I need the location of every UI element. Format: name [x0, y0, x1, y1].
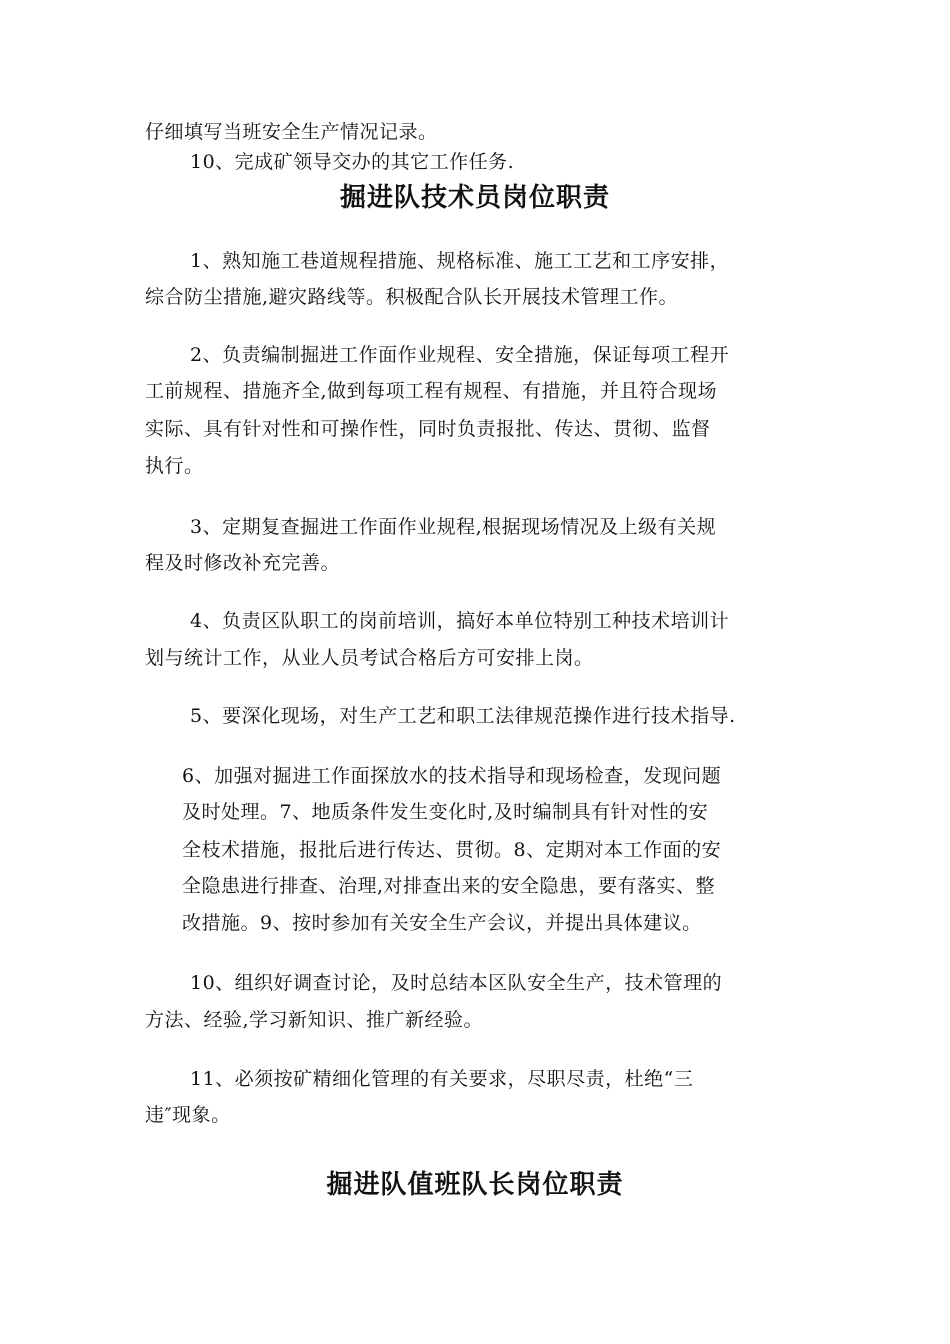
paragraph-line: 工前规程、措施齐全,做到每项工程有规程、有措施，并且符合现场 [145, 380, 718, 402]
paragraph-line: 5、要深化现场，对生产工艺和职工法律规范操作进行技术指导. [190, 705, 736, 727]
paragraph-line: 违″现象。 [145, 1104, 231, 1126]
paragraph-line: 11、必须按矿精细化管理的有关要求，尽职尽责，杜绝“三 [190, 1068, 694, 1090]
paragraph-line: 实际、具有针对性和可操作性，同时负责报批、传达、贯彻、监督 [145, 418, 711, 440]
paragraph-line: 综合防尘措施,避灾路线等。积极配合队长开展技术管理工作。 [145, 286, 679, 308]
paragraph-line: 改措施。9、按时参加有关安全生产会议，并提出具体建议。 [182, 912, 702, 934]
paragraph-line: 4、负责区队职工的岗前培训，搞好本单位特别工种技术培训计 [190, 610, 730, 632]
paragraph-line: 方法、经验,学习新知识、推广新经验。 [145, 1009, 484, 1031]
paragraph-line: 3、定期复查掘进工作面作业规程,根据现场情况及上级有关规 [190, 516, 717, 538]
text-line: 10、完成矿领导交办的其它工作任务. [190, 151, 515, 173]
section-title-technician: 掘进队技术员岗位职责 [339, 183, 610, 213]
paragraph-line: 及时处理。7、地质条件发生变化时,及时编制具有针对性的安 [182, 801, 709, 823]
text-line: 仔细填写当班安全生产情况记录。 [145, 121, 438, 143]
paragraph-line: 程及时修改补充完善。 [145, 552, 341, 574]
paragraph-line: 2、负责编制掘进工作面作业规程、安全措施，保证每项工程开 [190, 344, 730, 366]
paragraph-line: 执行。 [145, 455, 204, 477]
paragraph-line: 1、熟知施工巷道规程措施、规格标准、施工工艺和工序安排， [190, 250, 730, 272]
section-title-duty-leader: 掘进队值班队长岗位职责 [326, 1170, 624, 1200]
paragraph-line: 6、加强对掘进工作面探放水的技术指导和现场检查，发现问题 [182, 765, 722, 787]
paragraph-line: 划与统计工作，从业人员考试合格后方可安排上岗。 [145, 647, 594, 669]
paragraph-line: 10、组织好调查讨论，及时总结本区队安全生产，技术管理的 [190, 972, 723, 994]
paragraph-line: 全隐患进行排查、治理,对排查出来的安全隐患，要有落实、整 [182, 875, 716, 897]
paragraph-line: 全枝术措施，报批后进行传达、贯彻。8、定期对本工作面的安 [182, 839, 722, 861]
